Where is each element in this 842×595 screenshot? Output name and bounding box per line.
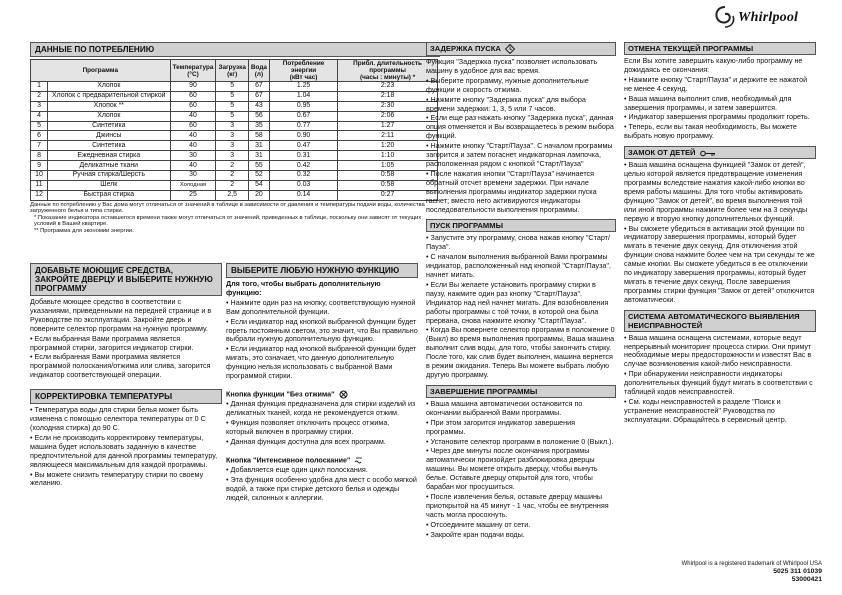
row-temp: 90 — [170, 82, 216, 92]
row-energy: 0.14 — [269, 190, 337, 200]
start-title: ПУСК ПРОГРАММЫ — [426, 219, 616, 232]
row-load: 3 — [216, 131, 248, 141]
table-row — [31, 151, 438, 161]
end-text: • При этом загорится индикатор завершения программы. — [426, 417, 576, 436]
end-text: • Закройте кран подачи воды. — [426, 529, 525, 539]
row-number: 2 — [31, 91, 48, 101]
row-load: 5 — [216, 91, 248, 101]
nospin-text: • Данная функция предназначена для стирки изделий из деликатных тканей, когда не рекомендуется отжим. — [226, 399, 416, 418]
cancel-text: Если Вы хотите завершить какую-либо программу не дожидаясь ее окончания: — [624, 56, 803, 74]
table-row — [31, 91, 438, 101]
header-water-unit: (л) — [254, 70, 264, 78]
row-number: 9 — [31, 161, 48, 171]
childlock-title: ЗАМОК ОТ ДЕТЕЙ — [628, 148, 696, 158]
cancel-text: • Нажмите кнопку "Старт/Пауза" и держите ее нажатой не менее 4 секунд. — [624, 74, 808, 93]
row-load: 2 — [216, 180, 248, 190]
row-program: Синтетика — [48, 141, 171, 151]
row-temp: 40 — [170, 131, 216, 141]
rinse-title: Кнопка "Интенсивное полоскание" — [226, 455, 351, 465]
detergent-title: ДОБАВЬТЕ МОЮЩИЕ СРЕДСТВА, ЗАКРОЙТЕ ДВЕРЦУ И ВЫБЕРИТЕ НУЖНУЮ ПРОГРАММУ — [30, 263, 222, 296]
row-temp: 30 — [170, 151, 216, 161]
table-row — [31, 82, 438, 92]
row-load: 5 — [216, 111, 248, 121]
start-text: • С началом выполнения выбранной Вами программы индикатор, расположенный над кнопкой "Старт/Пауза", начнет мигать. — [426, 252, 611, 280]
row-water: 54 — [248, 180, 269, 190]
end-text: • После извлечения белья, оставьте дверцу машины приоткрытой на 45 минут - 1 час, чтобы ее внутренняя часть могла просохнуть. — [426, 491, 609, 519]
fault-text: • При обнаружении неисправности индикаторы дополнительных функций будут мигать в соответствии с таблицей кодов неисправностей. — [624, 369, 813, 397]
header-duration-unit: (часы : минуты) * — [359, 74, 416, 81]
header-load-unit: (кг) — [227, 70, 238, 78]
row-duration: 0:58 — [338, 171, 438, 181]
row-duration: 2:11 — [338, 131, 438, 141]
row-water: 55 — [248, 161, 269, 171]
row-load: 3 — [216, 141, 248, 151]
row-energy: 0.77 — [269, 121, 337, 131]
header-energy-unit: (кВт час) — [289, 74, 318, 81]
header-water: Вода — [250, 63, 267, 71]
row-energy: 0.03 — [269, 180, 337, 190]
footer — [682, 560, 822, 584]
cancel-title: ОТМЕНА ТЕКУЩЕЙ ПРОГРАММЫ — [624, 42, 816, 55]
row-number: 7 — [31, 141, 48, 151]
table-note: Данные по потреблению у Вас дома могут отличаться от значений в таблице в зависимости от давления и температуры подачи воды, количества загруженного белья и типа стирки. — [30, 201, 425, 215]
table-row — [31, 111, 438, 121]
brand-name: Whirlpool — [738, 10, 799, 25]
table-row — [31, 131, 438, 141]
start-text: • Запустите эту программу, снова нажав кнопку "Старт/Пауза". — [426, 233, 610, 252]
row-program: Хлопок — [48, 111, 171, 121]
row-water: 56 — [248, 111, 269, 121]
delay-text: • Выберите программу, нужные дополнительные функции и скорость отжима. — [426, 75, 589, 94]
rinse-text: • Добавляется еще один цикл полоскания. — [226, 465, 368, 475]
trademark-note: Whirlpool is a registered trademark of Whirlpool USA — [681, 561, 822, 567]
row-water: 52 — [248, 171, 269, 181]
row-program: Джинсы — [48, 131, 171, 141]
temperature-text: • Если не производить корректировку температуры, машина будет использовать заданную в качестве предпочтительной для данной программы температуру, являющееся максимальным для каждой программы. — [30, 432, 218, 469]
function-subtitle: Для того, чтобы выбрать дополнительную функцию: — [226, 279, 381, 297]
row-energy: 0.42 — [269, 161, 337, 171]
row-duration: 1:27 — [338, 121, 438, 131]
row-load: 3 — [216, 121, 248, 131]
delay-text: Функция "Задержка пуска" позволяет использовать машину в удобное для вас время. — [426, 57, 598, 75]
document-code: 53000421 — [791, 576, 822, 583]
end-title: ЗАВЕРШЕНИЕ ПРОГРАММЫ — [426, 385, 616, 398]
row-water: 35 — [248, 121, 269, 131]
table-row — [31, 171, 438, 181]
temperature-text: • Вы можете снизить температуру стирки по своему желанию. — [30, 469, 204, 488]
start-text: • Если Вы желаете установить программу стирки в паузу, нажмите один раз кнопку "Старт/Пауза". Индикатор над ней начнет мигать. Для возобновления работы программы с той точки, в которой она была прервана, снова нажмите кнопку "Старт/Пауза". — [426, 279, 609, 325]
end-text: • Отсоедините машину от сети. — [426, 519, 531, 529]
column-4 — [624, 42, 816, 426]
table-row — [31, 161, 438, 171]
table-header — [31, 60, 438, 82]
row-duration: 1:05 — [338, 161, 438, 171]
table-note: * Показание индикатора оставшегося времени также могут отличаться от значений, приведенных в таблице, поскольку они зависят от текущих условий в Вашей квартире. — [34, 214, 422, 228]
row-energy: 0.67 — [269, 111, 337, 121]
row-program: Ручная стирка/Шерсть — [48, 171, 171, 181]
row-temp: 60 — [170, 121, 216, 131]
fault-text: • См. коды неисправностей в разделе "Поиск и устранение неисправностей" Руководства по эксплуатации. Обращайтесь в сервисный центр. — [624, 397, 787, 424]
delay-text: • Нажмите кнопку "Старт/Пауза". С началом программы загорится и затем погаснет индикаторная лампочка, расположенная рядом с кнопкой "Старт/Пауза" — [426, 141, 613, 168]
row-duration: 2:06 — [338, 111, 438, 121]
start-text: • Когда Вы повернете селектор программ в положение 0 (Выкл) во время выполнения программы, Ваша машина выполнит слив воды, для того, чтобы закончить стирку. После того, как слив будет выполнен, машина вернется в режим ожидания. Теперь Вы можете выбрать любую другую программу. — [426, 325, 615, 379]
header-program: Программа — [82, 67, 119, 74]
row-energy: 0.32 — [269, 171, 337, 181]
row-number: 4 — [31, 111, 48, 121]
delay-text: • Нажмите кнопку "Задержка пуска" для выбора времени задержки: 1, 3, 5 или 7 часов. — [426, 94, 586, 113]
row-number: 6 — [31, 131, 48, 141]
row-energy: 0.31 — [269, 151, 337, 161]
delay-start-icon — [505, 44, 515, 54]
row-program: Деликатные ткани — [48, 161, 171, 171]
row-duration: 2:23 — [338, 82, 438, 92]
row-temp: 25 — [170, 190, 216, 200]
row-number: 8 — [31, 151, 48, 161]
row-water: 58 — [248, 131, 269, 141]
header-load: Загрузка — [218, 63, 246, 71]
fault-title: СИСТЕМА АВТОМАТИЧЕСКОГО ВЫЯВЛЕНИЯ НЕИСПРАВНОСТЕЙ — [624, 310, 816, 332]
column-2 — [226, 263, 418, 504]
row-temp: 60 — [170, 101, 216, 111]
row-water: 31 — [248, 141, 269, 151]
row-energy: 0.90 — [269, 131, 337, 141]
childlock-text: • Вы сможете убедиться в активации этой функции по индикатору завершения программы, который будет мигать в течение двух секунд. Для отключения этой функции снова нажмите более чем на три секунды те же самые кнопки. Вы сможете убедиться в ее отключении по индикатору завершения программы, который будет мигать в течение двух секунд. После завершения программы стирки функция "Замок от детей" отключится автоматически. — [624, 223, 815, 304]
row-program: Ежедневная стирка — [48, 151, 171, 161]
row-number: 12 — [31, 190, 48, 200]
row-temp: Холодная — [170, 180, 216, 190]
row-program: Хлопок — [48, 82, 171, 92]
nospin-text: • Данная функция доступна для всех программ. — [226, 436, 386, 446]
fault-text: • Ваша машина оснащена системами, которые ведут непрерывный мониторинг процесса стирки. Они примут необходимые меры предосторожности и известят Вас в случае возникновения какой-либо неисправности. — [624, 332, 812, 369]
row-load: 5 — [216, 82, 248, 92]
delay-title: ЗАДЕРЖКА ПУСКА — [430, 44, 501, 53]
table-row — [31, 141, 438, 151]
delay-text: • Если еще раз нажать кнопку "Задержка пуска", данная опция отменяется и Вы возвращаетесь в режим выбора функций. — [426, 113, 614, 141]
row-duration: 2:18 — [338, 91, 438, 101]
row-load: 5 — [216, 101, 248, 111]
row-water: 43 — [248, 101, 269, 111]
row-water: 20 — [248, 190, 269, 200]
whirlpool-swirl-icon — [712, 4, 738, 30]
row-program: Хлопок ** — [48, 101, 171, 111]
function-text: • Если индикатор над кнопкой выбранной функции будет мигать, это означает, что данную дополнительную функцию нельзя использовать с выбранной Вами программой стирки. — [226, 344, 417, 381]
row-load: 3 — [216, 151, 248, 161]
row-program: Быстрая стирка — [48, 190, 171, 200]
row-number: 3 — [31, 101, 48, 111]
header-temp-unit: (°C) — [187, 70, 199, 78]
header-duration: Прибл. длительность программы — [353, 60, 422, 74]
row-number: 5 — [31, 121, 48, 131]
table-note: ** Программа для экономии энергии. — [34, 228, 134, 235]
function-text: • Нажмите один раз на кнопку, соответствующую нужной Вам дополнительной функции. — [226, 297, 416, 316]
row-duration: 1:10 — [338, 151, 438, 161]
detergent-text: • Если выбранная Вами программа является программой стирки, загорится индикатор стирки. — [30, 333, 194, 352]
delay-text: • После нажатия кнопки "Старт/Пауза" начинается обратный отсчет времени задержки. При начале выполнения программы индикатор задержки пуска гаснет; вместо него активируются индикаторы последовательности выполнения программы. — [426, 168, 597, 214]
temperature-text: • Температура воды для стирки белья может быть изменена с помощью селектора температуры от 0 С (холодная стирка) до 90 С. — [30, 405, 206, 432]
whirlpool-logo — [712, 4, 822, 34]
row-duration: 1:20 — [338, 141, 438, 151]
nospin-text: • Функция позволяет отключить процесс отжима, который включен в программу стирки. — [226, 418, 390, 436]
detergent-text: Добавьте моющее средство в соответствии с указаниями, приведенными на передней странице и в Руководстве по эксплуатации. Закройте дверь и поверните селектор программ на нужную программу. — [30, 297, 212, 333]
end-text: • Через две минуты после окончания программы автоматически произойдет разблокировка дверцы машины. Вы можете открыть дверцу, чтобы вынуть белье. Оставьте дверцу открытой для того, чтобы барабан мог просушиться. — [426, 446, 598, 492]
document-code: 5025 311 01039 — [773, 568, 822, 575]
row-energy: 1.04 — [269, 91, 337, 101]
temperature-title: КОРРЕКТИРОВКА ТЕМПЕРАТУРЫ — [30, 389, 222, 404]
consumption-title: ДАННЫЕ ПО ПОТРЕБЛЕНИЮ — [30, 42, 440, 57]
end-text: • Ваша машина автоматически остановится по окончании выбранной Вами программы. — [426, 398, 583, 417]
table-row — [31, 101, 438, 111]
consumption-section — [30, 42, 440, 235]
cancel-text: • Теперь, если вы такая необходимость, Вы можете выбрать новую программу. — [624, 122, 797, 141]
column-1 — [30, 263, 222, 489]
detergent-text: • Если выбранная Вами программа является программой полоскания/отжима или слива, загорится индикатор соответствующей операции. — [30, 352, 211, 380]
row-duration: 2:30 — [338, 101, 438, 111]
row-program: Шелк — [48, 180, 171, 190]
row-load: 2,5 — [216, 190, 248, 200]
row-number: 10 — [31, 171, 48, 181]
function-text: • Если индикатор над кнопкой выбранной функции будет гореть постоянным светом, это значит, что Вы правильно выбрали нужную дополнительную функцию. — [226, 316, 418, 344]
key-icon — [700, 150, 716, 157]
nospin-title: Кнопка функции "Без отжима" — [226, 389, 335, 399]
row-temp: 40 — [170, 141, 216, 151]
row-temp: 60 — [170, 91, 216, 101]
row-water: 31 — [248, 151, 269, 161]
row-program: Синтетика — [48, 121, 171, 131]
cancel-text: • Ваша машина выполнит слив, необходимый для завершения программы, и затем завершится. — [624, 93, 792, 112]
row-load: 2 — [216, 161, 248, 171]
table-notes — [30, 202, 440, 235]
consumption-table — [30, 59, 438, 201]
row-energy: 0.95 — [269, 101, 337, 111]
table-row — [31, 190, 438, 200]
no-spin-icon — [339, 390, 348, 399]
row-water: 67 — [248, 82, 269, 92]
row-load: 2 — [216, 171, 248, 181]
childlock-text: • Ваша машина оснащена функцией "Замок от детей", целью которой является предотвращение изменения программы вследствие нажатия какой-либо кнопки во время работы машины. Для того чтобы активировать функцию "Замок от детей", во время выполнения той или иной программы нажмите более чем на 3 секунды первую и вторую кнопку дополнительных функций. — [624, 160, 808, 223]
row-energy: 1.25 — [269, 82, 337, 92]
row-program: Хлопок с предварительной стиркой — [48, 91, 171, 101]
row-water: 67 — [248, 91, 269, 101]
row-temp: 30 — [170, 171, 216, 181]
table-row — [31, 180, 438, 190]
cancel-text: • Индикатор завершения программы продолжит гореть. — [624, 112, 810, 122]
row-number: 1 — [31, 82, 48, 92]
row-temp: 40 — [170, 111, 216, 121]
header-energy: Потребление энергии — [282, 60, 325, 74]
row-duration: 0:58 — [338, 180, 438, 190]
rinse-text: • Эта функция особенно удобна для мест с особо мягкой водой, а также при стирке детского белья и одежды людей, склонных к аллергии. — [226, 475, 417, 502]
row-temp: 40 — [170, 161, 216, 171]
row-energy: 0.47 — [269, 141, 337, 151]
column-3 — [426, 42, 616, 541]
function-title: ВЫБЕРИТЕ ЛЮБУЮ НУЖНУЮ ФУНКЦИЮ — [226, 263, 418, 278]
end-text: • Установите селектор программ в положение 0 (Выкл.). — [426, 436, 614, 446]
row-number: 11 — [31, 180, 48, 190]
header-temp: Температура — [172, 63, 214, 71]
row-duration: 0:27 — [338, 190, 438, 200]
rinse-icon — [354, 456, 363, 465]
table-row — [31, 121, 438, 131]
